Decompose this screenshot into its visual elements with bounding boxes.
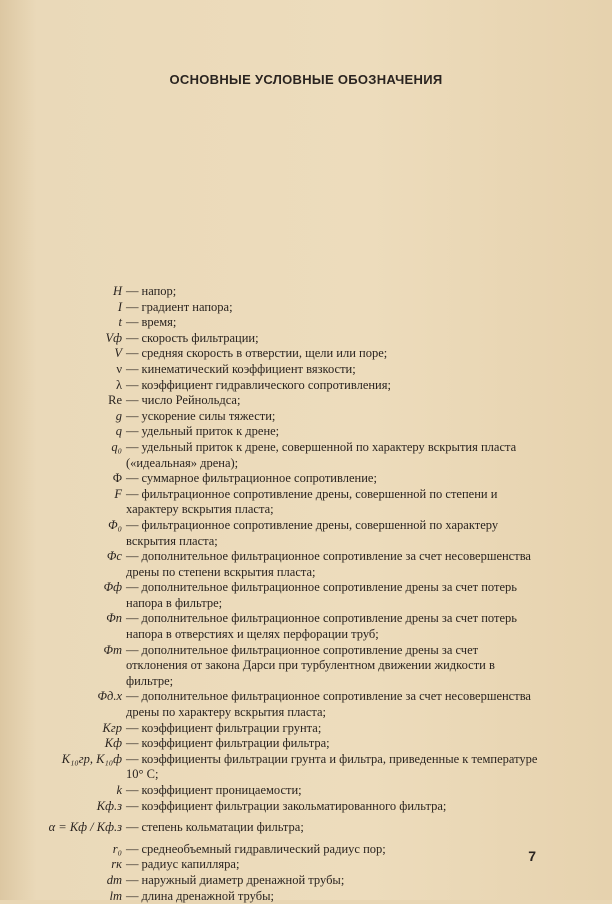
notation-entry — [60, 362, 540, 378]
notation-entry — [48, 820, 540, 836]
notation-symbol: Φп — [106, 611, 122, 626]
description-text: дополнительное фильтрационное сопротивление за счет несовершенства дрены по характеру вскрытия пласта; — [126, 689, 531, 720]
em-dash: — — [126, 315, 139, 330]
description-text: суммарное фильтрационное сопротивление; — [141, 471, 377, 486]
description-text: фильтрационное сопротивление дрены, совершенной по степени и характеру вскрытия пласта; — [126, 486, 498, 517]
notation-description — [126, 842, 540, 858]
notation-symbol: Φф — [103, 580, 122, 595]
description-text: дополнительное фильтрационное сопротивление дрены за счет потерь напора в отверстиях и щелях перфорации труб; — [126, 611, 517, 642]
em-dash: — — [126, 872, 139, 887]
em-dash: — — [126, 299, 139, 314]
description-text: коэффициент гидравлического сопротивления; — [141, 377, 391, 392]
notation-description — [126, 346, 540, 362]
notation-description — [126, 409, 540, 425]
em-dash: — — [126, 751, 139, 766]
description-text: коэффициент фильтрации фильтра; — [141, 736, 330, 751]
em-dash: — — [126, 580, 139, 595]
notation-entry — [60, 889, 540, 904]
notation-symbol: Φ₀ — [108, 517, 122, 532]
notation-symbol: Kгр — [102, 720, 122, 735]
description-text: длина дренажной трубы; — [141, 888, 274, 903]
description-text: среднеобъемный гидравлический радиус пор; — [141, 841, 386, 856]
em-dash: — — [126, 820, 139, 835]
notation-symbol: ν — [116, 361, 122, 376]
notation-description — [126, 518, 540, 549]
notation-description — [126, 643, 540, 690]
em-dash: — — [126, 439, 139, 454]
description-text: кинематический коэффициент вязкости; — [141, 361, 356, 376]
em-dash: — — [126, 549, 139, 564]
notation-entry — [60, 409, 540, 425]
notation-entry — [60, 393, 540, 409]
description-text: ускорение силы тяжести; — [141, 408, 276, 423]
em-dash: — — [126, 689, 139, 704]
notation-symbol: Re — [108, 393, 122, 408]
em-dash: — — [126, 611, 139, 626]
notation-symbol: Φд.х — [97, 689, 122, 704]
description-text: коэффициент фильтрации закольматированного фильтра; — [141, 798, 447, 813]
notation-symbol: α = Kф / Kф.з — [48, 820, 122, 835]
description-text: дополнительное фильтрационное сопротивление дрены за счет отклонения от закона Дарси при турбулентном движении жидкости в фильтре; — [126, 642, 495, 688]
description-text: коэффициенты фильтрации грунта и фильтра, приведенные к температуре 10° С; — [126, 751, 538, 782]
notation-description — [126, 736, 540, 752]
em-dash: — — [126, 720, 139, 735]
notation-symbol: k — [116, 783, 122, 797]
em-dash: — — [126, 783, 139, 797]
notation-description — [126, 331, 540, 347]
notation-symbol: rк — [111, 857, 122, 872]
notation-list — [48, 284, 540, 904]
description-text: степень кольматации фильтра; — [141, 820, 304, 835]
notation-entry — [60, 783, 540, 799]
notation-description — [126, 362, 540, 378]
description-text: средняя скорость в отверстии, щели или поре; — [141, 346, 388, 361]
notation-description — [126, 487, 540, 518]
notation-symbol: q — [115, 424, 122, 439]
notation-symbol: q₀ — [111, 439, 122, 454]
description-text: число Рейнольдса; — [141, 393, 241, 408]
notation-symbol: I — [117, 299, 122, 314]
notation-description — [126, 721, 540, 737]
description-text: наружный диаметр дренажной трубы; — [141, 872, 345, 887]
notation-description — [126, 549, 540, 580]
notation-entry — [60, 643, 540, 690]
notation-description — [126, 752, 540, 783]
notation-description — [126, 300, 540, 316]
notation-symbol: V — [114, 346, 122, 361]
notation-entry — [60, 611, 540, 642]
em-dash: — — [126, 346, 139, 361]
notation-entry — [60, 721, 540, 737]
notation-description — [126, 284, 540, 300]
em-dash: — — [126, 888, 139, 903]
notation-description — [126, 820, 540, 836]
notation-entry — [60, 752, 540, 783]
notation-entry — [60, 471, 540, 487]
em-dash: — — [126, 424, 139, 439]
notation-entry — [60, 300, 540, 316]
em-dash: — — [126, 517, 139, 532]
notation-description — [126, 857, 540, 873]
notation-symbol: Kф — [104, 736, 122, 751]
em-dash: — — [126, 798, 139, 813]
notation-description — [126, 689, 540, 720]
description-text: удельный приток к дрене, совершенной по характеру вскрытия пласта («идеальная» дрена); — [126, 439, 517, 470]
em-dash: — — [126, 377, 139, 392]
notation-description — [126, 799, 540, 815]
description-text: коэффициент проницаемости; — [141, 783, 302, 797]
notation-description — [126, 378, 540, 394]
notation-entry — [60, 487, 540, 518]
notation-symbol: K₁₀гр, K₁₀ф — [61, 751, 122, 766]
description-text: удельный приток к дрене; — [141, 424, 280, 439]
notation-description — [126, 611, 540, 642]
notation-symbol: Φс — [106, 549, 122, 564]
notation-entry — [60, 842, 540, 858]
description-text: скорость фильтрации; — [141, 330, 259, 345]
description-text: фильтрационное сопротивление дрены, совершенной по характеру вскрытия пласта; — [126, 517, 499, 548]
notation-entry — [60, 799, 540, 815]
notation-entry — [60, 315, 540, 331]
description-text: дополнительное фильтрационное сопротивление за счет несовершенства дрены по степени вскрытия пласта; — [126, 549, 531, 579]
notation-entry — [60, 689, 540, 720]
notation-entry — [60, 580, 540, 611]
description-text: градиент напора; — [141, 299, 233, 314]
em-dash: — — [126, 393, 139, 408]
notation-symbol: lт — [109, 888, 122, 903]
description-text: радиус капилляра; — [141, 857, 240, 872]
notation-description — [126, 580, 540, 611]
notation-symbol: Φ — [112, 471, 122, 486]
notation-entry — [60, 736, 540, 752]
notation-symbol: F — [114, 486, 122, 501]
notation-symbol: H — [112, 284, 122, 298]
notation-symbol: λ — [115, 377, 122, 392]
notation-symbol: Vф — [105, 330, 122, 345]
page-number: 7 — [528, 848, 536, 864]
notation-symbol: r₀ — [112, 841, 122, 856]
notation-entry — [60, 378, 540, 394]
notation-description — [126, 783, 540, 799]
em-dash: — — [126, 486, 139, 501]
em-dash: — — [126, 284, 139, 298]
notation-entry — [60, 518, 540, 549]
notation-description — [126, 315, 540, 331]
em-dash: — — [126, 330, 139, 345]
notation-description — [126, 440, 540, 471]
notation-entry — [60, 424, 540, 440]
notation-description — [126, 393, 540, 409]
notation-entry — [60, 284, 540, 300]
em-dash: — — [126, 841, 139, 856]
notation-description — [126, 889, 540, 904]
em-dash: — — [126, 471, 139, 486]
notation-description — [126, 424, 540, 440]
notation-description — [126, 873, 540, 889]
em-dash: — — [126, 642, 139, 657]
notation-entry — [60, 346, 540, 362]
page-title: ОСНОВНЫЕ УСЛОВНЫЕ ОБОЗНАЧЕНИЯ — [169, 72, 443, 87]
em-dash: — — [126, 361, 139, 376]
notation-entry — [60, 873, 540, 889]
notation-symbol: dт — [106, 872, 122, 887]
notation-entry — [60, 331, 540, 347]
notation-entry — [60, 440, 540, 471]
description-text: коэффициент фильтрации грунта; — [141, 720, 322, 735]
em-dash: — — [126, 857, 139, 872]
em-dash: — — [126, 736, 139, 751]
notation-entry — [60, 857, 540, 873]
notation-symbol: Kф.з — [96, 798, 122, 813]
notation-symbol: t — [118, 315, 122, 330]
notation-entry — [60, 549, 540, 580]
em-dash: — — [126, 408, 139, 423]
description-text: напор; — [141, 284, 177, 298]
notation-description — [126, 471, 540, 487]
description-text: время; — [141, 315, 177, 330]
description-text: дополнительное фильтрационное сопротивление дрены за счет потерь напора в фильтре; — [126, 580, 517, 610]
notation-symbol: g — [115, 408, 122, 423]
notation-symbol: Φт — [103, 642, 122, 657]
